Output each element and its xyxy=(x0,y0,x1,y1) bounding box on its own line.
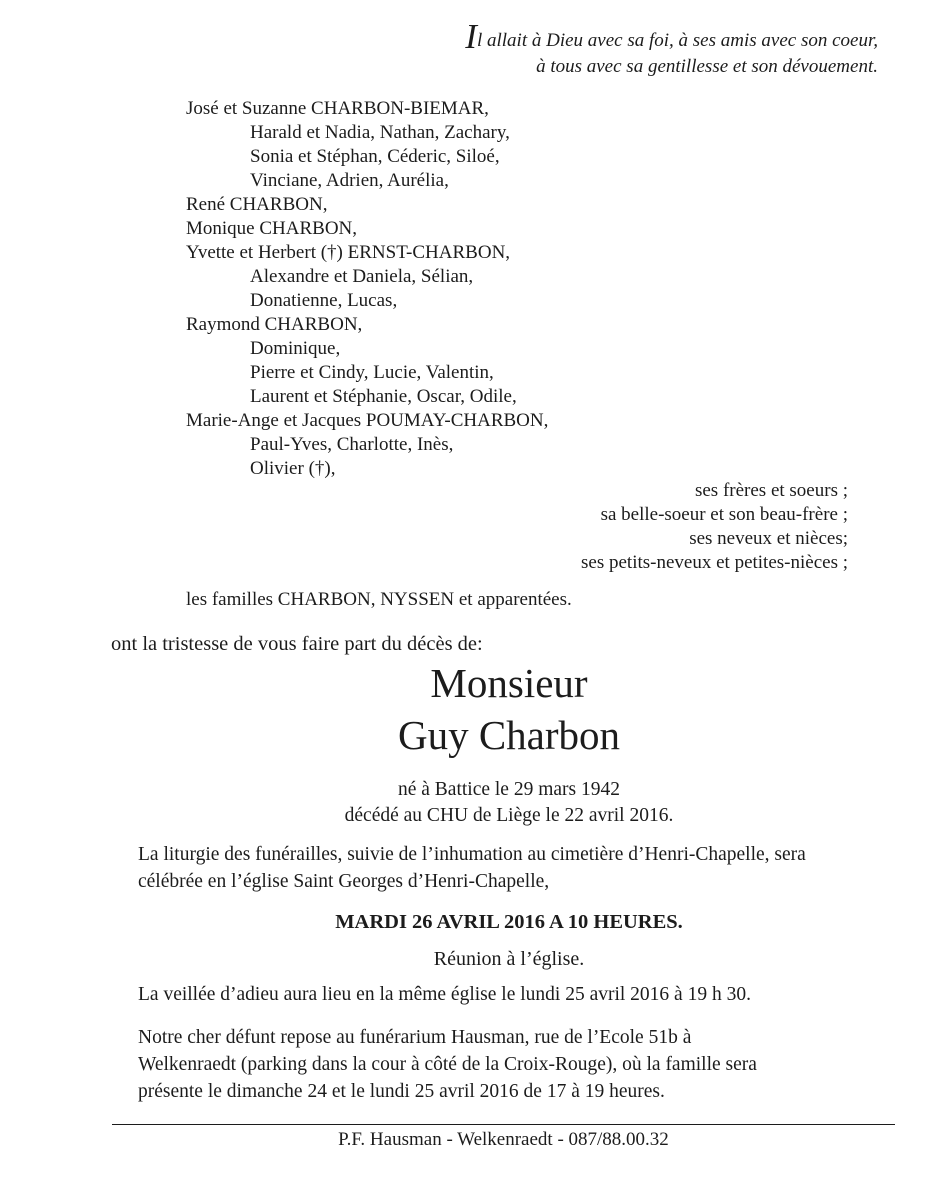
family-line: Pierre et Cindy, Lucie, Valentin, xyxy=(250,362,494,383)
birth-line: né à Battice le 29 mars 1942 xyxy=(397,779,620,800)
relation-line: ses frères et soeurs ; xyxy=(694,480,848,501)
epigraph-line-2: à tous avec sa gentillesse et son dévouement. xyxy=(536,56,878,77)
family-line: José et Suzanne CHARBON-BIEMAR, xyxy=(186,98,489,119)
repose-paragraph-line-1: Notre cher défunt repose au funérarium Hausman, rue de l’Ecole 51b à xyxy=(138,1027,692,1048)
family-line: Paul-Yves, Charlotte, Inès, xyxy=(250,434,454,455)
birth-death-block xyxy=(138,777,880,829)
ceremony-date-line: MARDI 26 AVRIL 2016 A 10 HEURES. xyxy=(335,911,683,933)
epigraph-drop-initial: I xyxy=(465,17,477,56)
funeral-paragraph-line-1: La liturgie des funérailles, suivie de l’inhumation au cimetière d’Henri-Chapelle, sera xyxy=(138,844,806,865)
announcement-line: ont la tristesse de vous faire part du décès de: xyxy=(111,633,483,655)
funeral-paragraph xyxy=(138,842,806,895)
repose-paragraph xyxy=(138,1024,757,1105)
family-line: Harald et Nadia, Nathan, Zachary, xyxy=(250,122,510,143)
family-line: Marie-Ange et Jacques POUMAY-CHARBON, xyxy=(186,410,549,431)
repose-paragraph-line-3: présente le dimanche 24 et le lundi 25 avril 2016 de 17 à 19 heures. xyxy=(138,1081,665,1102)
epigraph-line-1-text: l allait à Dieu avec sa foi, à ses amis avec son coeur, xyxy=(476,30,878,51)
deceased-title-block xyxy=(138,657,880,761)
death-line: décédé au CHU de Liège le 22 avril 2016. xyxy=(344,805,674,826)
family-line: René CHARBON, xyxy=(186,194,328,215)
family-list xyxy=(186,97,548,481)
relation-line: sa belle-soeur et son beau-frère ; xyxy=(600,504,848,525)
family-line: Monique CHARBON, xyxy=(186,218,358,239)
funeral-home-contact: P.F. Hausman - Welkenraedt - 087/88.00.32 xyxy=(338,1129,669,1150)
family-line: Yvette et Herbert (†) ERNST-CHARBON, xyxy=(186,242,511,263)
footer xyxy=(112,1124,895,1153)
reunion-line: Réunion à l’église. xyxy=(433,948,585,970)
deceased-honorific: Monsieur xyxy=(430,660,588,706)
relations-list xyxy=(581,479,848,575)
family-line: Laurent et Stéphanie, Oscar, Odile, xyxy=(250,386,517,407)
epigraph xyxy=(465,17,878,80)
family-line: Raymond CHARBON, xyxy=(186,314,363,335)
family-line: Vinciane, Adrien, Aurélia, xyxy=(250,170,449,191)
families-line: les familles CHARBON, NYSSEN et apparentées. xyxy=(186,589,572,610)
family-line: Olivier (†), xyxy=(250,458,336,479)
repose-paragraph-line-2: Welkenraedt (parking dans la cour à côté de la Croix-Rouge), où la famille sera xyxy=(138,1054,757,1075)
vigil-paragraph: La veillée d’adieu aura lieu en la même église le lundi 25 avril 2016 à 19 h 30. xyxy=(138,984,751,1005)
funeral-paragraph-line-2: célébrée en l’église Saint Georges d’Henri-Chapelle, xyxy=(138,870,550,892)
epigraph-line-1 xyxy=(465,17,878,56)
deceased-name: Guy Charbon xyxy=(397,712,621,758)
family-line: Dominique, xyxy=(250,338,341,359)
family-line: Donatienne, Lucas, xyxy=(250,290,398,311)
family-line: Alexandre et Daniela, Sélian, xyxy=(250,266,474,287)
family-line: Sonia et Stéphan, Céderic, Siloé, xyxy=(250,146,500,167)
relation-line: ses petits-neveux et petites-nièces ; xyxy=(581,552,848,573)
relation-line: ses neveux et nièces; xyxy=(689,528,848,549)
